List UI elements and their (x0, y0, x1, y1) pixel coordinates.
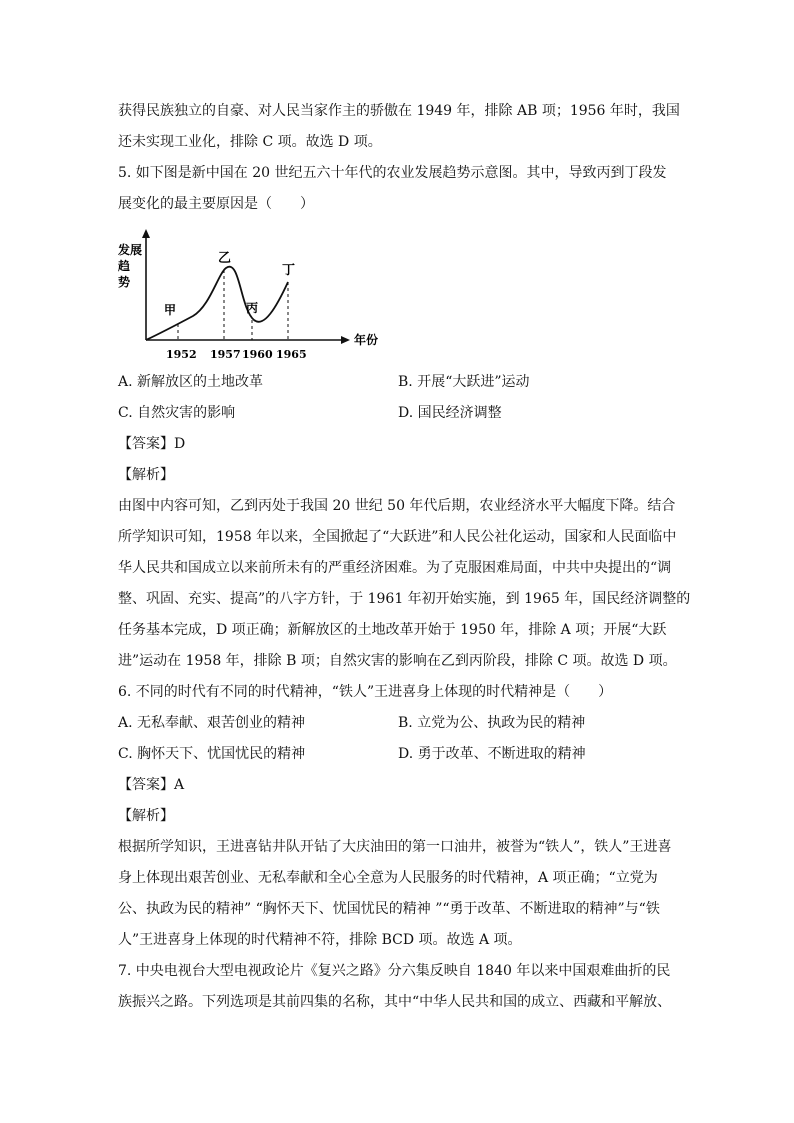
text-line: 整、巩固、充实、提高”的八字方针，于 1961 年初开始实施，到 1965 年，国民经济调整的 (118, 591, 691, 607)
point-label-yi: 乙 (218, 251, 232, 266)
question-6-stem (118, 677, 678, 708)
option-row (118, 398, 678, 429)
option-c[interactable]: C. 胸怀天下、忧国忧民的精神 (118, 746, 306, 762)
question-7-stem (118, 956, 678, 1018)
text-line: 人”王进喜身上体现的时代精神不符，排除 BCD 项。故选 A 项。 (118, 932, 522, 948)
text-line: 所学知识可知，1958 年以来，全国掀起了“大跃进”和人民公社化运动，国家和人民面临中 (118, 529, 677, 545)
text-line: 7. 中央电视台大型电视政论片《复兴之路》分六集反映自 1840 年以来中国艰难曲折的民 (118, 963, 671, 979)
option-b[interactable]: B. 立党为公、执政为民的精神 (398, 715, 586, 731)
option-row (118, 367, 678, 398)
x-axis-arrow (341, 336, 350, 344)
answer-label: 【答案】D (118, 436, 186, 452)
text-line: 6. 不同的时代有不同的时代精神，“铁人”王进喜身上体现的时代精神是（ ） (118, 684, 613, 700)
x-axis-label: 年份 (354, 333, 379, 347)
option-d[interactable]: D. 勇于改革、不断进取的精神 (398, 746, 586, 762)
x-tick-1957: 1957 (210, 348, 241, 361)
option-b[interactable]: B. 开展“大跃进”运动 (398, 374, 530, 390)
text-line: 5. 如下图是新中国在 20 世纪五六十年代的农业发展趋势示意图。其中，导致丙到丁段发 (118, 165, 667, 181)
text-line: 族振兴之路。下列选项是其前四集的名称，其中“中华人民共和国的成立、西藏和平解放、 (118, 994, 672, 1010)
point-label-bing: 丙 (246, 301, 259, 315)
point-label-jia: 甲 (164, 303, 177, 317)
agriculture-trend-chart (118, 228, 386, 368)
text-line: 任务基本完成，D 项正确；新解放区的土地改革开始于 1950 年，排除 A 项；开展“大跃 (118, 622, 667, 638)
text-line: 进”运动在 1958 年，排除 B 项；自然灾害的影响在乙到丙阶段，排除 C 项。故选 D 项。 (118, 653, 677, 669)
y-axis-label-1: 发展 (118, 243, 143, 257)
question-5-options (118, 367, 678, 429)
intro-paragraph (118, 96, 678, 158)
text-line: 身上体现出艰苦创业、无私奉献和全心全意为人民服务的时代精神，A 项正确；“立党为 (118, 870, 658, 886)
text-line: 华人民共和国成立以来前所未有的严重经济困难。为了克服困难局面，中共中央提出的“调 (118, 560, 672, 576)
text-line: 展变化的最主要原因是（ ） (118, 196, 314, 212)
option-a[interactable]: A. 无私奉献、艰苦创业的精神 (118, 715, 306, 731)
option-c[interactable]: C. 自然灾害的影响 (118, 405, 236, 421)
point-label-ding: 丁 (282, 263, 296, 278)
text-line: 公、执政为民的精神” “胸怀天下、忧国忧民的精神 ”“勇于改革、不断进取的精神”与“铁 (118, 901, 660, 917)
question-5-stem (118, 158, 678, 220)
analysis-label: 【解析】 (118, 808, 174, 824)
x-tick-1960: 1960 (242, 348, 273, 361)
answer-label: 【答案】A (118, 777, 185, 793)
trend-chart-svg (118, 228, 386, 368)
text-line: 根据所学知识，王进喜钻井队开钻了大庆油田的第一口油井，被誉为“铁人”，铁人”王进喜 (118, 839, 672, 855)
option-row (118, 739, 678, 770)
text-line: 由图中内容可知，乙到丙处于我国 20 世纪 50 年代后期，农业经济水平大幅度下降。结合 (118, 498, 676, 514)
text-line: 还未实现工业化，排除 C 项。故选 D 项。 (118, 134, 382, 150)
analysis-label: 【解析】 (118, 467, 174, 483)
x-tick-1965: 1965 (276, 348, 307, 361)
text-line: 获得民族独立的自豪、对人民当家作主的骄傲在 1949 年，排除 AB 项；1956 年时，我国 (118, 103, 680, 119)
option-a[interactable]: A. 新解放区的土地改革 (118, 374, 264, 390)
option-d[interactable]: D. 国民经济调整 (398, 405, 502, 421)
question-5-answer-block (118, 429, 691, 677)
y-axis-label-3: 势 (118, 275, 131, 289)
question-6-options (118, 708, 678, 770)
question-6-answer-block (118, 770, 678, 956)
x-tick-1952: 1952 (166, 348, 197, 361)
y-axis-arrow (142, 229, 150, 238)
y-axis-label-2: 趋 (118, 259, 131, 273)
option-row (118, 708, 678, 739)
